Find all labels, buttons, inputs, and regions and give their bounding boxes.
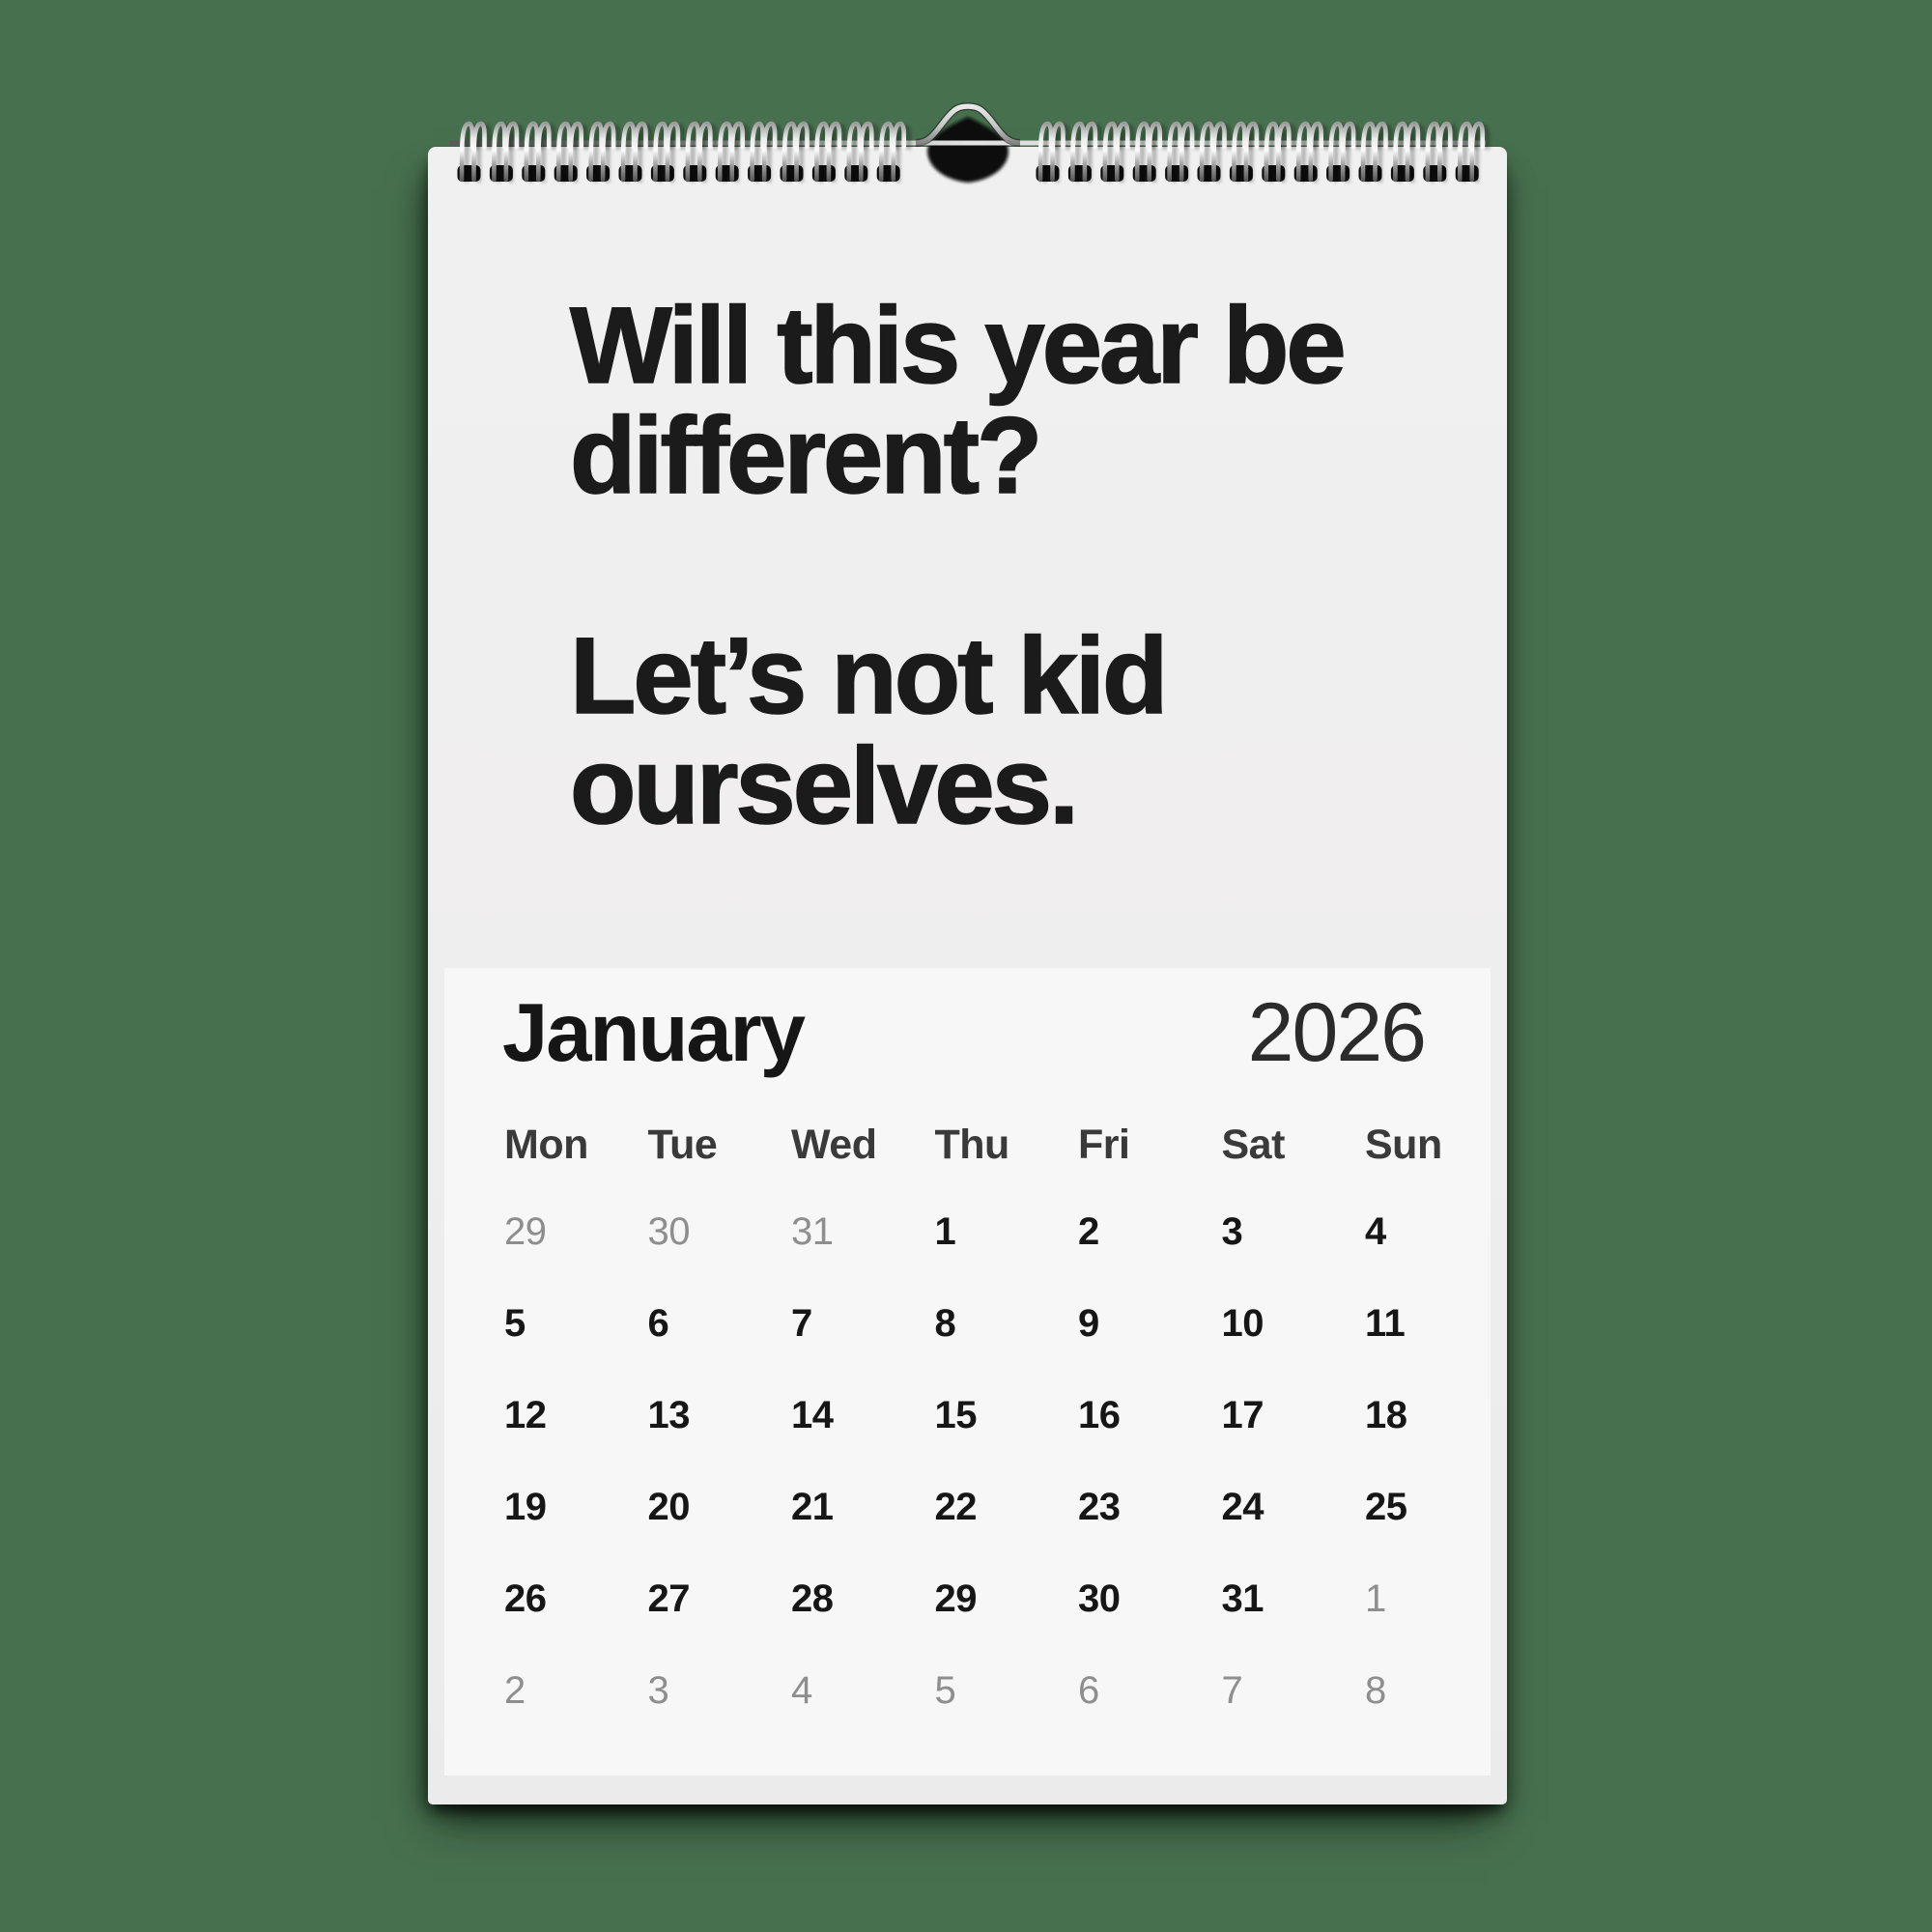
date-cell-outside-month: 29 [504,1210,547,1253]
quote-paragraph-gap [570,511,1420,621]
date-cell: 19 [504,1486,547,1528]
calendar-header [444,986,1491,1079]
wall-calendar-page [428,147,1507,1804]
cover-quote [570,285,1420,846]
date-cell: 27 [647,1577,690,1620]
date-cell: 1 [934,1210,956,1253]
weekday-header: Thu [934,1122,1009,1168]
calendar-week-row [444,1579,1491,1618]
date-cell-outside-month: 3 [647,1669,669,1712]
date-cell: 10 [1221,1302,1264,1345]
date-cell: 25 [1365,1486,1407,1528]
date-cell: 18 [1365,1394,1407,1436]
date-cell: 13 [647,1394,690,1436]
date-cell: 6 [647,1302,669,1345]
calendar-week-row [444,1396,1491,1435]
date-cell: 16 [1078,1394,1121,1436]
date-cell-outside-month: 31 [791,1210,834,1253]
spiral-binding [428,83,1507,199]
date-cell-outside-month: 30 [647,1210,690,1253]
date-cell: 23 [1078,1486,1121,1528]
weekday-header: Mon [504,1122,588,1168]
date-cell: 30 [1078,1577,1121,1620]
date-cell-outside-month: 8 [1365,1669,1386,1712]
date-cell: 2 [1078,1210,1099,1253]
date-cell: 8 [934,1302,956,1345]
date-cell: 29 [934,1577,977,1620]
date-cell-outside-month: 7 [1221,1669,1243,1712]
date-cell: 26 [504,1577,547,1620]
weekday-header: Wed [791,1122,877,1168]
quote-line: Will this year be [570,285,1344,406]
quote-line: different? [570,395,1040,516]
date-cell-outside-month: 1 [1365,1577,1386,1620]
date-cell-outside-month: 6 [1078,1669,1099,1712]
date-cell: 31 [1221,1577,1264,1620]
date-cell: 21 [791,1486,834,1528]
quote-line: Let’s not kid [570,615,1166,736]
date-cell: 4 [1365,1210,1386,1253]
calendar-week-row [444,1488,1491,1526]
weekday-header-row [444,1124,1491,1166]
weekday-header: Tue [647,1122,718,1168]
weekday-header: Sat [1221,1122,1285,1168]
month-title: January [502,987,805,1079]
date-cell-outside-month: 5 [934,1669,956,1712]
date-cell: 15 [934,1394,977,1436]
date-cell-outside-month: 4 [791,1669,812,1712]
date-cell: 22 [934,1486,977,1528]
date-cell-outside-month: 2 [504,1669,526,1712]
year-label: 2026 [1247,986,1425,1079]
quote-line: ourselves. [570,725,1077,846]
date-cell: 28 [791,1577,834,1620]
date-cell: 20 [647,1486,690,1528]
calendar-week-row [444,1212,1491,1251]
date-cell: 14 [791,1394,834,1436]
date-cell: 5 [504,1302,526,1345]
date-cell: 17 [1221,1394,1264,1436]
calendar-panel [444,968,1491,1776]
date-cell: 11 [1365,1302,1406,1345]
date-cell: 24 [1221,1486,1264,1528]
calendar-week-row [444,1671,1491,1710]
date-cell: 12 [504,1394,547,1436]
calendar-week-row [444,1304,1491,1343]
date-cell: 7 [791,1302,812,1345]
weekday-header: Fri [1078,1122,1130,1168]
date-cell: 9 [1078,1302,1099,1345]
weekday-header: Sun [1365,1122,1442,1168]
date-cell: 3 [1221,1210,1243,1253]
